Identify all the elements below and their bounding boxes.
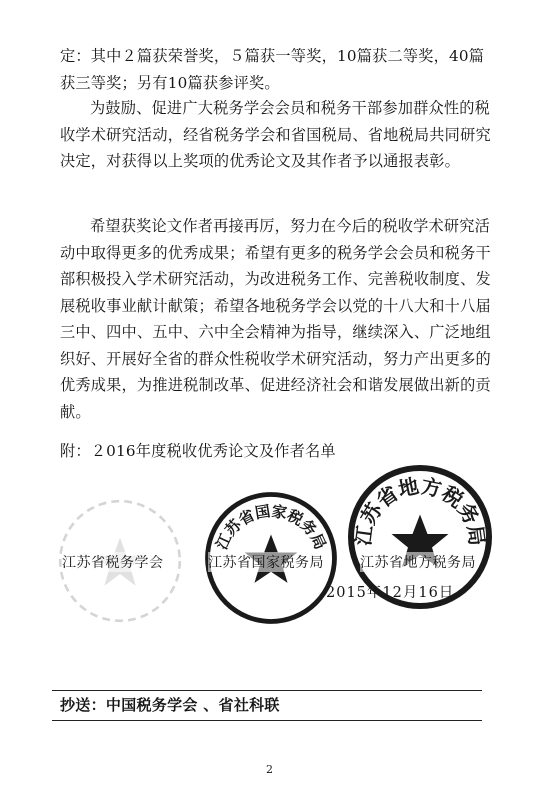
text-line: 优秀成果，为推进税制改革、促进经济社会和谐发展做出新的贡 bbox=[60, 376, 491, 394]
paragraph-hopes bbox=[60, 213, 500, 425]
text-line: 织好、开展好全省的群众性税收学术研究活动，努力产出更多的 bbox=[60, 349, 491, 368]
divider-top bbox=[52, 690, 482, 691]
page-number: 2 bbox=[266, 763, 273, 776]
paragraph-award-counts bbox=[60, 43, 500, 96]
cc-line: 抄送：中国税务学会 、省社科联 bbox=[60, 696, 280, 714]
issue-date: 2015年12月16日 bbox=[326, 585, 455, 601]
attachment-note: 附：２016年度税收优秀论文及作者名单 bbox=[60, 442, 336, 460]
text-line: 三中、四中、五中、六中全会精神为指导，继续深入、广泛地组 bbox=[60, 323, 491, 341]
signer-tax-society: 江苏省税务学会 bbox=[62, 552, 164, 572]
text-line: 为鼓励、促进广大税务学会会员和税务干部参加群众性的税 bbox=[90, 99, 491, 117]
seal-arc-text: 江苏省国家税务局 bbox=[212, 502, 330, 553]
text-line: 获三等奖；另有10篇获参评奖。 bbox=[60, 73, 280, 92]
signer-state-tax-bureau: 江苏省国家税务局 bbox=[208, 552, 324, 572]
signer-local-tax-bureau: 江苏省地方税务局 bbox=[360, 552, 476, 572]
text-line: 决定，对获得以上奖项的优秀论文及其作者予以通报表彰。 bbox=[60, 152, 461, 170]
text-line: 献。 bbox=[60, 402, 91, 421]
seal-arc-text: 江苏省地方税务局 bbox=[350, 473, 490, 548]
text-line: 部积极投入学术研究活动，为改进税务工作、完善税收制度、发 bbox=[60, 270, 491, 288]
text-line: 动中取得更多的优秀成果；希望有更多的税务学会会员和税务干 bbox=[60, 243, 491, 262]
text-line: 展税收事业献计献策；希望各地税务学会以党的十八大和十八届 bbox=[60, 296, 491, 315]
text-line: 收学术研究活动，经省税务学会和省国税局、省地税局共同研究 bbox=[60, 125, 491, 144]
text-line: 定：其中２篇获荣誉奖，５篇获一等奖，10篇获二等奖，40篇 bbox=[60, 47, 485, 65]
paragraph-commendation bbox=[60, 95, 500, 175]
divider-bottom bbox=[52, 720, 482, 721]
text-line: 希望获奖论文作者再接再厉，努力在今后的税收学术研究活 bbox=[90, 217, 491, 235]
